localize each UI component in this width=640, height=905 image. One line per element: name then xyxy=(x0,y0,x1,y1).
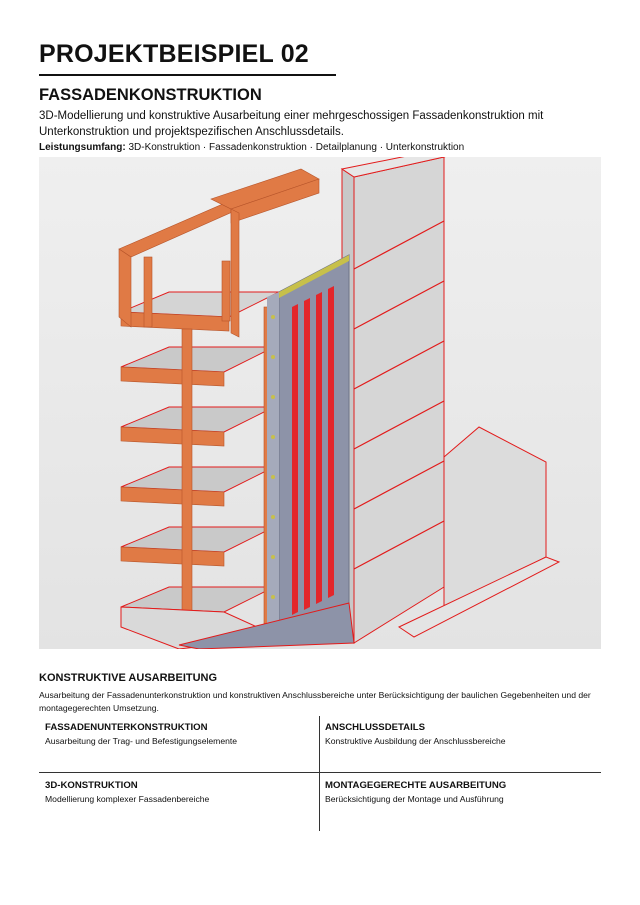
project-description: 3D-Modellierung und konstruktive Ausarbeitung einer mehrgeschossigen Fassadenkonstruktion mit Unterkonstruktion und projektspezifischen Anschlussdetails. xyxy=(39,110,544,138)
title-underline xyxy=(39,74,336,76)
scope-label: Leistungsumfang: xyxy=(39,142,126,153)
page-title: PROJEKTBEISPIEL 02 xyxy=(39,40,309,68)
grid-divider-vertical xyxy=(319,716,320,831)
feature-text: Modellierung komplexer Fassadenbereiche xyxy=(45,794,210,804)
feature-title: 3D-KONSTRUKTION xyxy=(45,780,138,791)
grid-divider-horizontal xyxy=(39,772,601,773)
detail-heading: KONSTRUKTIVE AUSARBEITUNG xyxy=(39,672,218,684)
scope-line xyxy=(39,141,464,154)
feature-anschlussdetails xyxy=(325,722,595,747)
feature-title: ANSCHLUSSDETAILS xyxy=(325,722,426,733)
detail-text: Ausarbeitung der Fassadenunterkonstruktion und konstruktiven Anschlussbereiche unter Berücksichtigung der baulichen Gegebenheiten und der montagegerechten Umsetzung. xyxy=(39,690,591,713)
feature-3d-konstruktion xyxy=(45,780,315,805)
project-heading: FASSADENKONSTRUKTION xyxy=(39,86,262,104)
feature-montage xyxy=(325,780,595,805)
right-wall xyxy=(342,157,444,643)
scope-value: 3D-Konstruktion · Fassadenkonstruktion · Detailplanung · Unterkonstruktion xyxy=(128,142,465,153)
feature-title: MONTAGEGERECHTE AUSARBEITUNG xyxy=(325,780,507,791)
feature-unterkonstruktion xyxy=(45,722,315,747)
feature-text: Konstruktive Ausbildung der Anschlussbereiche xyxy=(325,736,506,746)
feature-text: Ausarbeitung der Trag- und Befestigungselemente xyxy=(45,736,238,746)
facade-rendering xyxy=(39,157,601,649)
feature-text: Berücksichtigung der Montage und Ausführung xyxy=(325,794,504,804)
feature-grid xyxy=(39,716,601,831)
feature-title: FASSADENUNTERKONSTRUKTION xyxy=(45,722,208,733)
